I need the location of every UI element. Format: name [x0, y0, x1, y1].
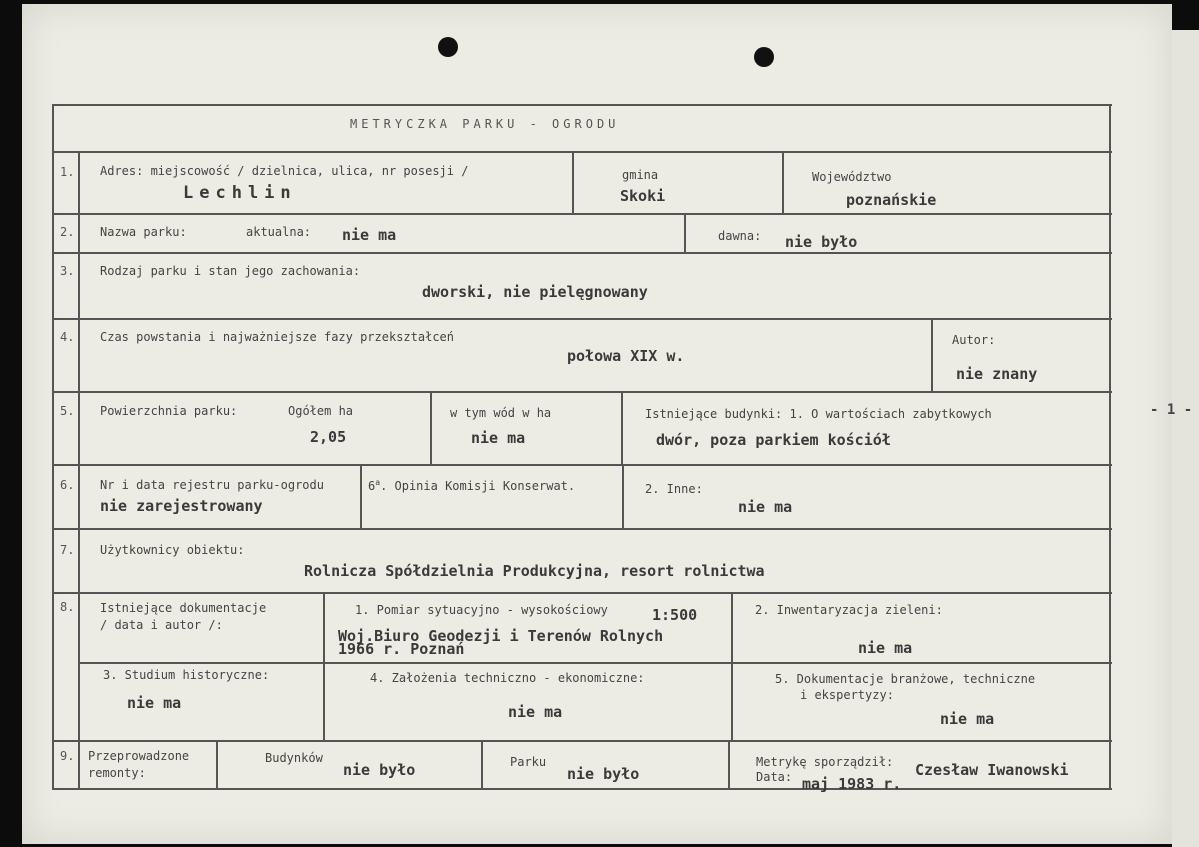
author-label: Autor: [952, 333, 996, 347]
register-value: nie zarejestrowany [100, 497, 263, 515]
rule [731, 592, 733, 740]
buildings-label: Istniejące budynki: 1. O wartościach zabytkowych [645, 407, 992, 421]
row-number: 6. [60, 478, 75, 492]
greenery-label: 2. Inwentaryzacja zieleni: [755, 603, 943, 617]
rule [360, 464, 362, 528]
conservation-opinion-label [368, 478, 575, 493]
row-number: 7. [60, 543, 75, 557]
building-repairs-value: nie było [343, 761, 416, 779]
form-title: METRYCZKA PARKU - OGRODU [350, 117, 620, 131]
row-number: 5. [60, 404, 75, 418]
rule [621, 391, 623, 464]
survey-label: 1. Pomiar sytuacyjno - wysokościowy [355, 603, 608, 617]
row-number: 2. [60, 225, 75, 239]
users-value: Rolnicza Spółdzielnia Produkcyjna, resort rolnictwa [304, 562, 765, 580]
repairs-label: Przeprowadzone [88, 749, 190, 763]
buildings-value: dwór, poza parkiem kościół [656, 431, 891, 449]
other-label: 2. Inne: [645, 482, 703, 496]
park-type-value: dworski, nie pielęgnowany [422, 283, 648, 301]
page-number: - 1 - [1150, 402, 1193, 418]
row-number: 8. [60, 600, 75, 614]
address-value: Lechlin [183, 183, 297, 203]
total-area-value: 2,05 [310, 428, 347, 446]
opinion-text: . Opinia Komisji Konserwat. [380, 479, 576, 493]
total-area-label: Ogółem ha [288, 404, 354, 418]
opinion-number: 6 [368, 479, 376, 493]
voivodeship-label: Województwo [812, 170, 892, 184]
creation-time-value: połowa XIX w. [567, 347, 685, 365]
rule [323, 592, 325, 740]
park-name-label: Nazwa parku: [100, 225, 187, 239]
date-label: Data: [756, 770, 793, 784]
rule [622, 464, 624, 528]
users-label: Użytkownicy obiektu: [100, 543, 245, 557]
rule [52, 592, 1112, 594]
register-label: Nr i data rejestru parku-ogrodu [100, 478, 324, 492]
author-value: nie znany [956, 365, 1038, 383]
branch-docs-label: 5. Dokumentacje branżowe, techniczne [775, 672, 1036, 686]
rule [216, 740, 218, 788]
former-name-value: nie było [785, 233, 858, 251]
repairs-sublabel: remonty: [88, 766, 146, 780]
current-name-label: aktualna: [246, 225, 312, 239]
park-type-label: Rodzaj parku i stan jego zachowania: [100, 264, 361, 278]
former-name-label: dawna: [718, 229, 762, 243]
prepared-by-label: Metrykę sporządził: [756, 755, 894, 769]
rule [684, 213, 686, 252]
rule [931, 318, 933, 391]
rule [572, 151, 574, 213]
rule [52, 104, 1112, 106]
rule [52, 528, 1112, 530]
branch-docs-value: nie ma [940, 710, 995, 728]
park-repairs-label: Parku [510, 755, 547, 769]
technical-assumptions-label: 4. Założenia techniczno - ekonomiczne: [370, 671, 645, 685]
creation-time-label: Czas powstania i najważniejsze fazy przekształceń [100, 330, 455, 344]
technical-assumptions-value: nie ma [508, 703, 563, 721]
branch-docs-sublabel: i ekspertyzy: [800, 688, 894, 702]
other-value: nie ma [738, 498, 793, 516]
rule [52, 788, 1112, 790]
punch-hole [438, 37, 458, 57]
row-number: 1. [60, 165, 75, 179]
documentation-label: Istniejące dokumentacje [100, 601, 267, 615]
rule [52, 464, 1112, 466]
rule [52, 151, 1112, 153]
address-label: Adres: miejscowość / dzielnica, ulica, nr posesji / [100, 164, 469, 178]
greenery-value: nie ma [858, 639, 913, 657]
row-number: 9. [60, 749, 75, 763]
park-repairs-value: nie było [567, 765, 640, 783]
rule [1109, 104, 1111, 790]
rule [78, 662, 1112, 664]
water-area-label: w tym wód w ha [450, 406, 552, 420]
gmina-label: gmina [622, 168, 659, 182]
survey-value: Woj.Biuro Geodezji i Terenów Rolnych [338, 627, 664, 645]
opinion-superscript: a [375, 478, 381, 487]
rule [481, 740, 483, 788]
survey-scale: 1:500 [652, 606, 698, 624]
documentation-sublabel: / data i autor /: [100, 618, 223, 632]
rule [728, 740, 730, 788]
paper-edge [1172, 30, 1199, 847]
gmina-value: Skoki [620, 187, 666, 205]
building-repairs-label: Budynków [265, 751, 323, 765]
voivodeship-value: poznańskie [846, 191, 937, 209]
punch-hole [754, 47, 774, 67]
rule [52, 740, 1112, 742]
date-value: maj 1983 r. [802, 775, 902, 793]
area-label: Powierzchnia parku: [100, 404, 238, 418]
current-name-value: nie ma [342, 226, 397, 244]
history-study-value: nie ma [127, 694, 182, 712]
row-number: 4. [60, 330, 75, 344]
rule [52, 318, 1112, 320]
rule [78, 151, 80, 788]
rule [430, 391, 432, 464]
rule [52, 391, 1112, 393]
prepared-by-value: Czesław Iwanowski [915, 761, 1069, 779]
row-number: 3. [60, 264, 75, 278]
rule [52, 252, 1112, 254]
survey-year: 1966 r. Poznań [338, 640, 465, 658]
rule [52, 104, 54, 790]
history-study-label: 3. Studium historyczne: [103, 668, 270, 682]
rule [782, 151, 784, 213]
rule [52, 213, 1112, 215]
water-area-value: nie ma [471, 429, 526, 447]
